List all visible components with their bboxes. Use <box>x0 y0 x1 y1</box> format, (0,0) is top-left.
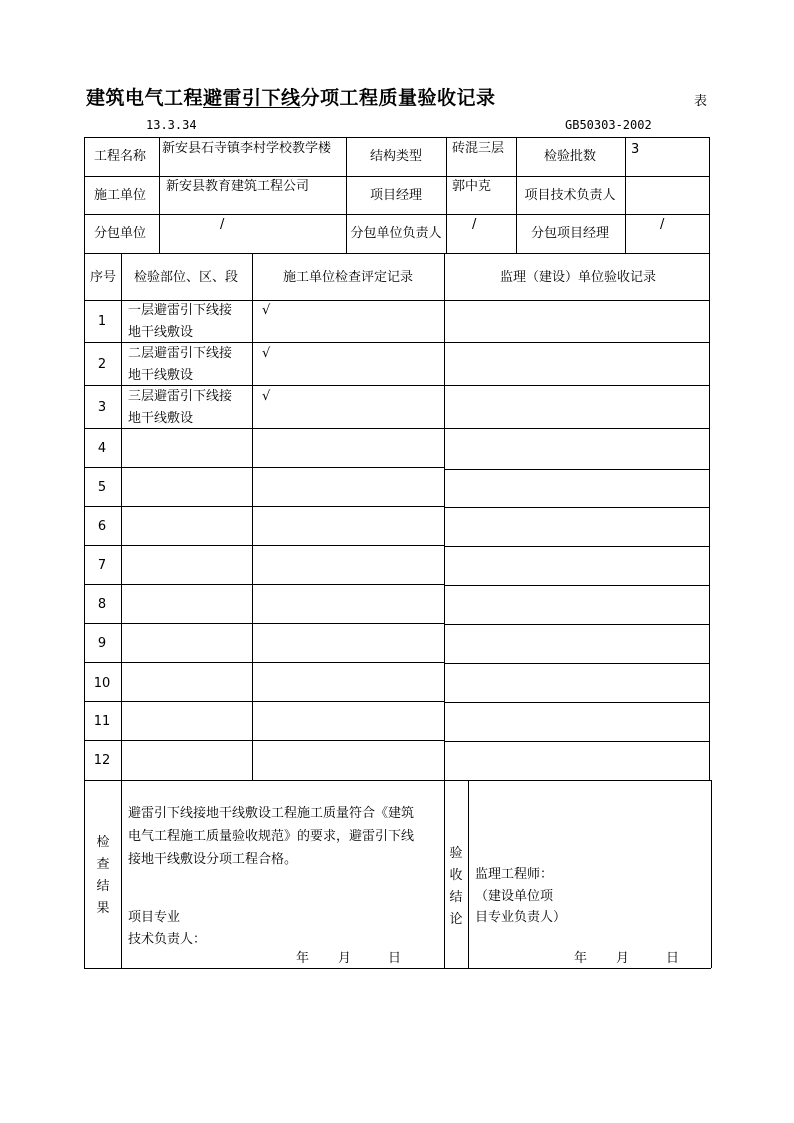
grid-line <box>84 253 709 254</box>
grid-line <box>84 176 709 177</box>
grid-line <box>84 584 444 585</box>
row-seq: 1 <box>97 314 107 329</box>
row-location-line2: 地干线敷设 <box>128 368 194 383</box>
row-seq: 7 <box>97 558 107 573</box>
title-suffix: 分项工程质量验收记录 <box>300 87 496 109</box>
page-title <box>86 83 496 110</box>
grid-line <box>444 663 709 664</box>
form-number: 13.3.34 <box>146 118 197 132</box>
row-seq: 9 <box>97 636 107 651</box>
grid-line <box>446 137 447 253</box>
grid-line <box>444 469 709 470</box>
grid-line <box>444 546 709 547</box>
structure-type-value: 砖混三层 <box>452 141 505 156</box>
row-seq: 4 <box>97 441 107 456</box>
row-location-line1: 三层避雷引下线接 <box>128 389 233 404</box>
label-char: 结 <box>449 890 463 905</box>
contractor-value: 新安县教育建筑工程公司 <box>166 179 310 194</box>
project-name-value: 新安县石寺镇李村学校教学楼 <box>162 141 332 156</box>
grid-line <box>84 428 709 429</box>
col-location-header: 检验部位、区、段 <box>133 270 239 285</box>
grid-line <box>84 385 709 386</box>
grid-line <box>516 137 517 253</box>
title-item: 避雷引下线 <box>203 87 301 109</box>
row-location-line2: 地干线敷设 <box>128 325 194 340</box>
date-year: 年 <box>574 951 588 966</box>
grid-line <box>84 623 444 624</box>
grid-line <box>84 701 444 702</box>
acceptance-note-line1: （建设单位项 <box>475 889 554 904</box>
project-manager-value: 郭中克 <box>452 179 492 194</box>
date-day: 日 <box>388 951 402 966</box>
structure-type-label: 结构类型 <box>369 149 423 164</box>
col-supervisor-header: 监理（建设）单位验收记录 <box>499 270 657 285</box>
label-char: 论 <box>449 912 463 927</box>
check-mark: √ <box>262 303 271 318</box>
acceptance-note-line2: 目专业负责人） <box>475 910 567 925</box>
date-month: 月 <box>616 951 630 966</box>
grid-line <box>252 253 253 780</box>
subcontractor-value: / <box>220 217 225 232</box>
grid-line <box>84 662 444 663</box>
row-seq: 3 <box>97 400 107 415</box>
grid-line <box>444 702 709 703</box>
row-seq: 6 <box>97 519 107 534</box>
col-seq-header: 序号 <box>89 270 117 285</box>
grid-line <box>84 780 711 781</box>
table-mark: 表 <box>694 94 708 109</box>
grid-line <box>709 137 710 780</box>
row-seq: 12 <box>93 753 111 768</box>
batch-count-value: 3 <box>631 142 640 157</box>
date-month: 月 <box>338 951 352 966</box>
grid-line <box>468 780 469 968</box>
col-contractor-header: 施工单位检查评定记录 <box>282 270 414 285</box>
grid-line <box>84 467 444 468</box>
sub-pm-label: 分包项目经理 <box>530 226 610 241</box>
title-prefix: 建筑电气工程 <box>86 87 204 109</box>
row-seq: 8 <box>97 597 107 612</box>
grid-line <box>444 741 709 742</box>
grid-line <box>84 545 444 546</box>
date-day: 日 <box>666 951 680 966</box>
standard-code: GB50303-2002 <box>565 118 652 132</box>
label-char: 收 <box>449 868 463 883</box>
grid-line <box>84 968 711 969</box>
row-location-line1: 一层避雷引下线接 <box>128 303 233 318</box>
project-manager-label: 项目经理 <box>369 188 423 203</box>
label-char: 果 <box>96 901 110 916</box>
grid-line <box>444 253 445 968</box>
grid-line <box>444 624 709 625</box>
row-seq: 11 <box>93 714 111 729</box>
label-char: 查 <box>96 857 110 872</box>
subcontractor-label: 分包单位 <box>94 226 147 241</box>
tech-lead-label: 项目技术负责人 <box>524 188 616 203</box>
grid-line <box>84 506 444 507</box>
row-location-line2: 地干线敷设 <box>128 411 194 426</box>
grid-line <box>121 253 122 968</box>
sub-pm-value: / <box>660 217 665 232</box>
grid-line <box>84 300 709 301</box>
project-name-label: 工程名称 <box>94 149 147 164</box>
label-char: 结 <box>96 879 110 894</box>
row-location-line1: 二层避雷引下线接 <box>128 346 233 361</box>
date-year: 年 <box>296 951 310 966</box>
grid-line <box>84 740 444 741</box>
grid-line <box>711 780 712 968</box>
text-line: 电气工程施工质量验收规范》的要求，避雷引下线 <box>128 829 415 844</box>
batch-count-label: 检验批数 <box>543 149 597 164</box>
grid-line <box>159 137 160 253</box>
signer-title-line1: 项目专业 <box>128 910 181 925</box>
grid-line <box>84 137 709 138</box>
label-char: 验 <box>449 846 463 861</box>
text-line: 接地干线敷设分项工程合格。 <box>128 852 298 867</box>
contractor-label: 施工单位 <box>94 188 147 203</box>
sub-lead-label: 分包单位负责人 <box>350 226 442 241</box>
grid-line <box>346 137 347 253</box>
label-char: 检 <box>96 835 110 850</box>
check-mark: √ <box>262 389 271 404</box>
check-mark: √ <box>262 346 271 361</box>
row-seq: 2 <box>97 357 107 372</box>
signer-title-line2: 技术负责人： <box>128 932 207 947</box>
text-line: 避雷引下线接地干线敷设工程施工质量符合《建筑 <box>128 806 415 821</box>
sub-lead-value: / <box>472 217 477 232</box>
grid-line <box>84 137 85 968</box>
grid-line <box>444 585 709 586</box>
supervising-engineer-label: 监理工程师： <box>475 867 554 882</box>
grid-line <box>625 137 626 253</box>
grid-line <box>84 342 709 343</box>
acceptance-label <box>448 843 464 931</box>
check-result-text <box>128 802 414 871</box>
check-result-label <box>95 832 111 920</box>
grid-line <box>444 507 709 508</box>
row-seq: 5 <box>97 480 107 495</box>
grid-line <box>84 214 709 215</box>
row-seq: 10 <box>93 676 111 691</box>
